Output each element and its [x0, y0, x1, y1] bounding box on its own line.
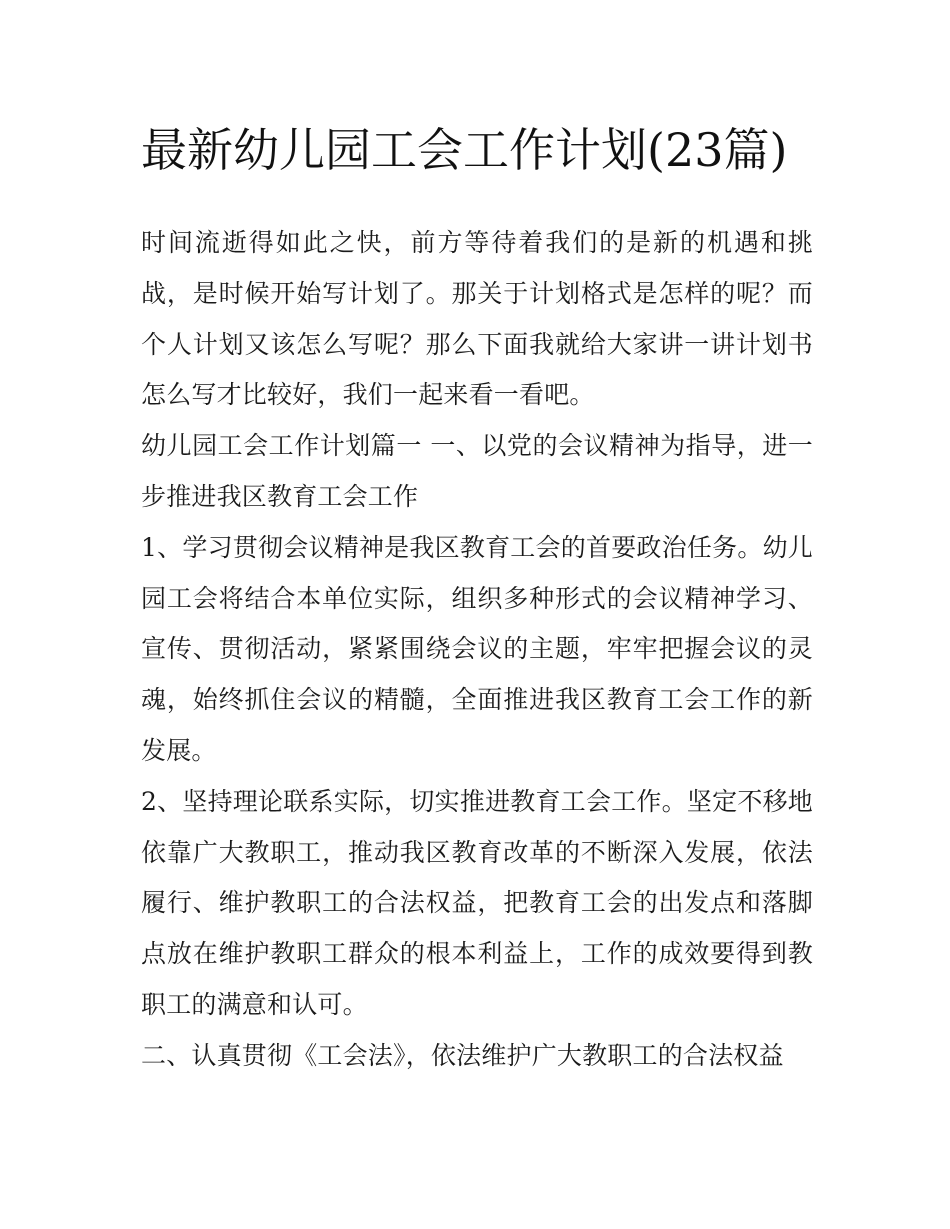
intro-paragraph: 时间流逝得如此之快，前方等待着我们的是新的机遇和挑战，是时候开始写计划了。那关于计划格式是怎样的呢？而个人计划又该怎么写呢？那么下面我就给大家讲一讲计划书怎么写才比较好，我们一起来看一看吧。 — [141, 228, 813, 410]
item-2-paragraph: 2、坚持理论联系实际，切实推进教育工会工作。坚定不移地依靠广大教职工，推动我区教育改革的不断深入发展，依法履行、维护教职工的合法权益，把教育工会的出发点和落脚点放在维护教职工群众的根本利益上，工作的成效要得到教职工的满意和认可。 — [141, 786, 813, 1019]
section-2-heading: 二、认真贯彻《工会法》，依法维护广大教职工的合法权益 — [141, 1040, 784, 1070]
document-page — [141, 112, 813, 1082]
item-1-paragraph: 1、学习贯彻会议精神是我区教育工会的首要政治任务。幼儿园工会将结合本单位实际，组织多种形式的会议精神学习、宣传、贯彻活动，紧紧围绕会议的主题，牢牢把握会议的灵魂，始终抓住会议的精髓，全面推进我区教育工会工作的新发展。 — [141, 532, 813, 765]
document-body — [141, 218, 813, 1082]
document-title: 最新幼儿园工会工作计划(23篇) — [141, 123, 788, 177]
section-heading-paragraph: 幼儿园工会工作计划篇一 一、以党的会议精神为指导，进一步推进我区教育工会工作 — [141, 431, 813, 511]
